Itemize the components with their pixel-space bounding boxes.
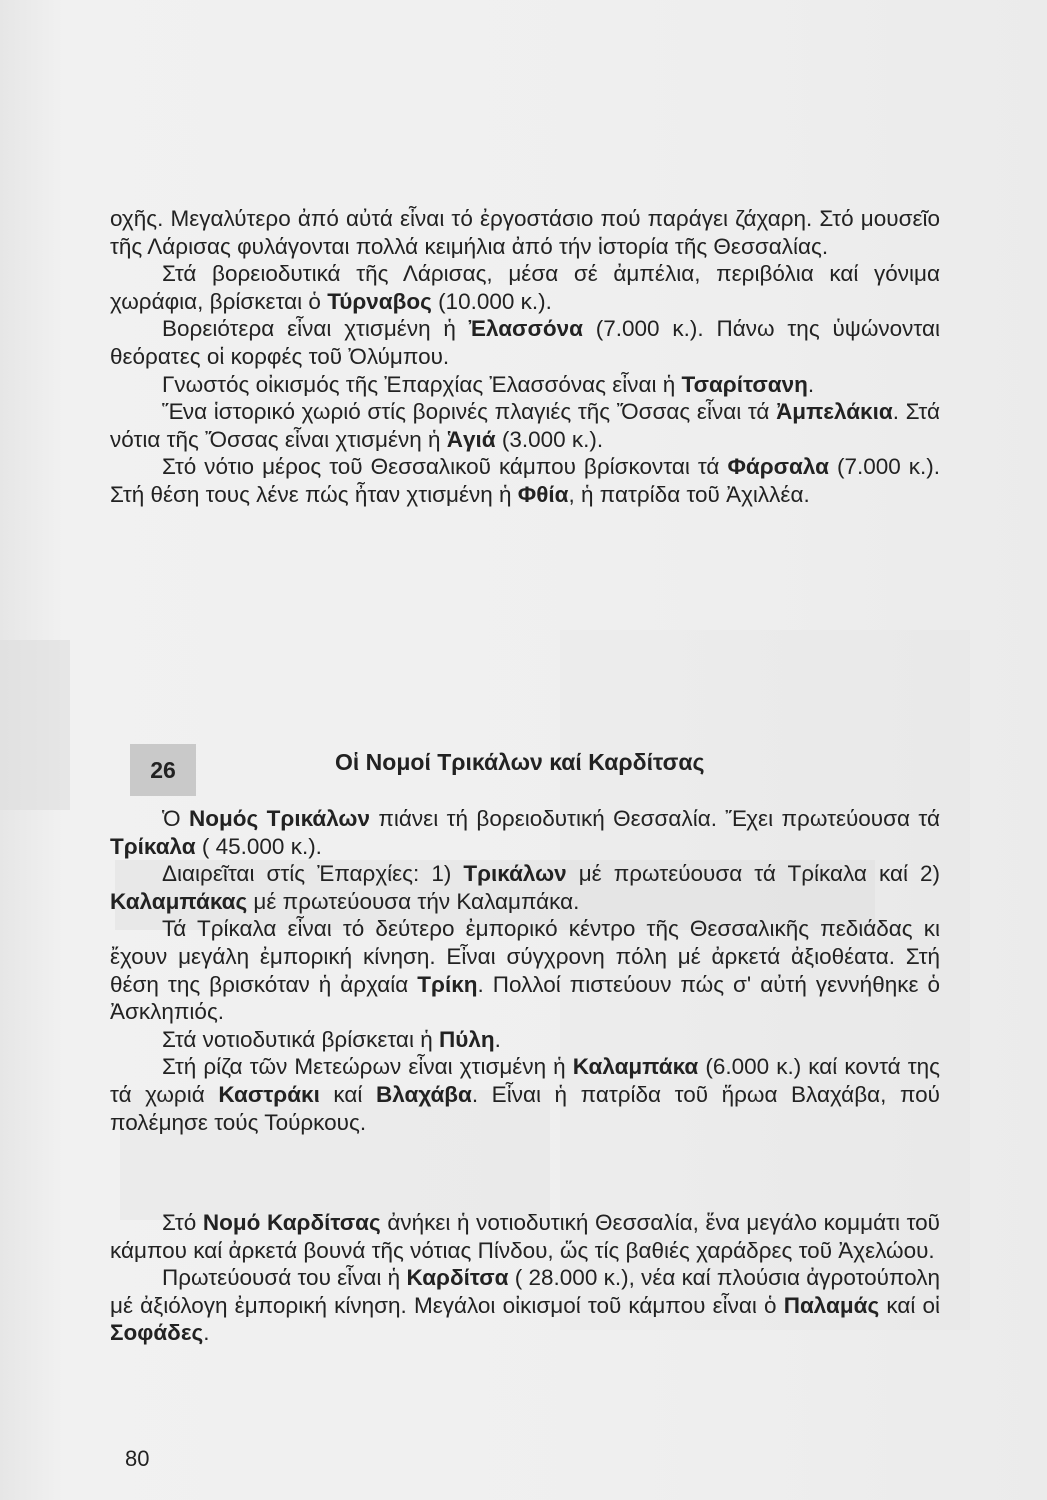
paragraph: Στά νοτιοδυτικά βρίσκεται ἡ Πύλη. [162,1026,501,1052]
paragraph: Τά Τρίκαλα εἶναι τό δεύτερο ἐμπορικό κέντρο τῆς Θεσσαλικῆς πεδιάδας κι ἔχουν μεγάλη ἐμπορική κίνηση. Εἶναι σύγχρονη πόλη μέ ἀρκετά ἀξιοθέατα. Στή θέση της βρισκόταν ἡ ἀρχαία Τρίκη. Πολλοί πιστεύουν πώς σ' αὐτή γεννήθηκε ὁ Ἀσκληπιός. [110,916,940,1025]
place-name: Τύρναβος [327,288,432,314]
text-block-larissa [110,205,940,509]
place-name: Καλαμπάκας [110,888,248,914]
paragraph: Πρωτεύουσά του εἶναι ἡ Καρδίτσα ( 28.000 κ.), νέα καί πλούσια ἀγροτούπολη μέ ἀξιόλογη ἐμπορική κίνηση. Μεγάλοι οἰκισμοί τοῦ κάμπου εἶναι ὁ Παλαμάς καί οἱ Σοφάδες. [110,1265,941,1346]
section-number: 26 [130,744,196,796]
place-name: Καλαμπάκα [572,1054,699,1080]
place-name: Φάρσαλα [727,454,829,480]
place-name: Παλαμάς [783,1292,880,1318]
place-name: Νομός Τρικάλων [189,806,370,831]
place-name: Καστράκι [218,1081,320,1107]
place-name: Ἁγιά [446,426,496,452]
section-title: Οἱ Νομοί Τρικάλων καί Καρδίτσας [335,749,705,775]
place-name: Τρίκαλα [110,833,196,859]
paragraph: Διαιρεῖται στίς Ἐπαρχίες: 1) Τρικάλων μέ πρωτεύουσα τά Τρίκαλα καί 2) Καλαμπάκας μέ πρωτεύουσα τήν Καλαμπάκα. [110,861,940,914]
paragraph: Στά βορειοδυτικά τῆς Λάρισας, μέσα σέ ἀμπέλια, περιβόλια καί γόνιμα χωράφια, βρίσκεται ὁ Τύρναβος (10.000 κ.). [110,261,940,314]
place-name: Σοφάδες [110,1320,204,1346]
paragraph: Βορειότερα εἶναι χτισμένη ἡ Ἐλασσόνα (7.000 κ.). Πάνω της ὑψώνονται θεόρατες οἱ κορφές τοῦ Ὀλύμπου. [110,316,940,369]
paragraph: Στό νότιο μέρος τοῦ Θεσσαλικοῦ κάμπου βρίσκονται τά Φάρσαλα (7.000 κ.). Στή θέση τους λένε πώς ἦταν χτισμένη ἡ Φθία, ἡ πατρίδα τοῦ Ἀχιλλέα. [110,454,940,507]
place-name: Καρδίτσα [406,1265,509,1291]
show-through-shadow [0,640,70,810]
place-name: Τρίκη [417,971,478,997]
section-heading [130,744,920,796]
place-name: Τσαρίτσανη [681,371,808,397]
paragraph: οχῆς. Μεγαλύτερο ἀπό αὐτά εἶναι τό ἐργοστάσιο πού παράγει ζάχαρη. Στό μουσεῖο τῆς Λάρισας φυλάγονται πολλά κειμήλια ἀπό τήν ἱστορία τῆς Θεσσαλίας. [110,206,940,259]
place-name: Βλαχάβα [376,1081,472,1107]
place-name: Πύλη [438,1026,495,1052]
paragraph: Γνωστός οἰκισμός τῆς Ἐπαρχίας Ἐλασσόνας εἶναι ἡ Τσαρίτσανη. [162,371,815,397]
text-block-karditsa [110,1209,940,1347]
place-name: Τρικάλων [463,861,567,887]
page-number: 80 [125,1446,150,1471]
place-name: Ἐλασσόνα [468,316,583,342]
paragraph: Στό Νομό Καρδίτσας ἀνήκει ἡ νοτιοδυτική Θεσσαλία, ἕνα μεγάλο κομμάτι τοῦ κάμπου καί ἀρκετά βουνά τῆς νότιας Πίνδου, ὥς τίς βαθιές χαράδρες τοῦ Ἀχελώου. [110,1210,940,1263]
paragraph: Ὁ Νομός Τρικάλων πιάνει τή βορειοδυτική Θεσσαλία. Ἔχει πρωτεύουσα τά Τρίκαλα ( 45.000 κ.). [110,806,940,859]
paragraph: Στή ρίζα τῶν Μετεώρων εἶναι χτισμένη ἡ Καλαμπάκα (6.000 κ.) καί κοντά της τά χωριά Καστράκι καί Βλαχάβα. Εἶναι ἡ πατρίδα τοῦ ἥρωα Βλαχάβα, πού πολέμησε τούς Τούρκους. [110,1054,941,1135]
place-name: Ἀμπελάκια [776,399,893,425]
place-name: Φθία [517,481,569,507]
paragraph: Ἕνα ἱστορικό χωριό στίς βορινές πλαγιές τῆς Ὄσσας εἶναι τά Ἀμπελάκια. Στά νότια τῆς Ὄσσας εἶναι χτισμένη ἡ Ἁγιά (3.000 κ.). [110,399,940,452]
text-block-trikala [110,805,940,1136]
place-name: Νομό Καρδίτσας [202,1210,381,1235]
